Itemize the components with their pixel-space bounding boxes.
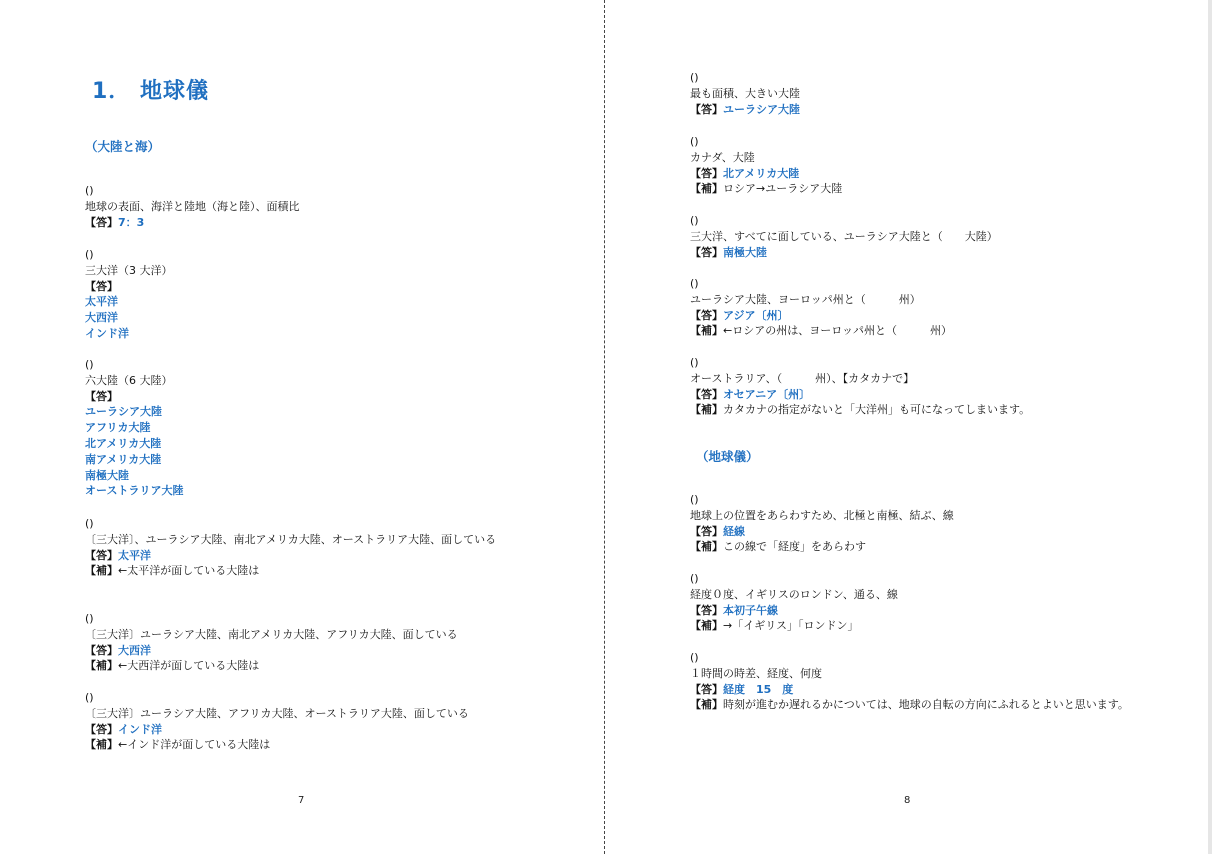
question-text: 六大陸（6 大陸） <box>85 373 173 387</box>
note-text: ロシア→ユーラシア大陸 <box>723 182 843 196</box>
chapter-title: 1． 地球儀 <box>92 79 209 104</box>
answer-label: 【答】 <box>690 308 723 322</box>
answer-text: 大西洋 <box>118 643 151 657</box>
answer-text: 経度 15 度 <box>723 682 794 696</box>
note-label: 【補】 <box>690 403 723 417</box>
note-label: 【補】 <box>690 698 723 712</box>
question-marker: () <box>85 517 94 530</box>
question-block <box>690 70 1130 117</box>
question-text: カナダ、大陸 <box>690 150 755 164</box>
answer-label: 【答】 <box>85 722 118 736</box>
answer-text: ユーラシア大陸 <box>85 405 162 419</box>
answer-text: 7：3 <box>118 215 145 229</box>
page-number: 7 <box>298 795 305 806</box>
note-text: →「イギリス」「ロンドン」 <box>723 619 859 633</box>
question-block <box>85 690 515 753</box>
answer-text: アジア〔州〕 <box>723 308 789 322</box>
question-text: 地球の表面、海洋と陸地（海と陸）、面積比 <box>85 199 300 213</box>
question-marker: () <box>690 214 699 227</box>
question-marker: () <box>690 651 699 664</box>
note-text: 時刻が進むか遅れるかについては、地球の自転の方向にふれるとよいと思います。 <box>723 698 1129 712</box>
answer-label: 【答】 <box>85 389 118 403</box>
question-marker: () <box>85 358 94 371</box>
answer-text: 北アメリカ大陸 <box>85 436 162 450</box>
question-text: 経度０度、イギリスのロンドン、通る、線 <box>690 587 898 601</box>
note-label: 【補】 <box>85 659 118 673</box>
question-text: 三大洋、すべてに面している、ユーラシア大陸と（ 大陸） <box>690 229 998 243</box>
question-marker: () <box>85 612 94 625</box>
question-block <box>690 355 1130 418</box>
answer-text: 太平洋 <box>118 548 151 562</box>
note-label: 【補】 <box>690 619 723 633</box>
question-text: 〔三大洋〕ユーラシア大陸、南北アメリカ大陸、アフリカ大陸、面している <box>85 627 458 641</box>
answer-text: 南極大陸 <box>85 468 129 482</box>
answer-text: 経線 <box>723 524 745 538</box>
answer-text: 南アメリカ大陸 <box>85 452 162 466</box>
note-label: 【補】 <box>690 324 723 338</box>
question-text: 〔三大洋〕、ユーラシア大陸、南北アメリカ大陸、オーストラリア大陸、面している <box>85 532 497 546</box>
page-number: 8 <box>904 795 911 806</box>
note-label: 【補】 <box>690 182 723 196</box>
note-text: ←ロシアの州は、ヨーロッパ州と（ 州） <box>723 324 952 338</box>
note-label: 【補】 <box>85 738 118 752</box>
answer-text: 南極大陸 <box>723 245 767 259</box>
answer-label: 【答】 <box>85 643 118 657</box>
left-page <box>0 0 604 854</box>
question-block <box>85 357 515 499</box>
question-text: 地球上の位置をあらわすため、北極と南極、結ぶ、線 <box>690 508 954 522</box>
answer-text: ユーラシア大陸 <box>723 102 800 116</box>
answer-text: インド洋 <box>85 326 129 340</box>
question-marker: () <box>690 71 699 84</box>
answer-label: 【答】 <box>85 215 118 229</box>
answer-text: 北アメリカ大陸 <box>723 166 800 180</box>
window-edge <box>1208 0 1212 854</box>
question-block <box>85 183 515 230</box>
question-block <box>690 213 1130 260</box>
question-text: オーストラリア、（ 州）、【カタカナで】 <box>690 371 915 385</box>
answer-text: 大西洋 <box>85 311 118 325</box>
question-block <box>690 276 1130 339</box>
question-marker: () <box>690 356 699 369</box>
page-divider <box>604 0 605 854</box>
note-text: ←インド洋が面している大陸は <box>118 738 271 752</box>
question-text: 〔三大洋〕ユーラシア大陸、アフリカ大陸、オーストラリア大陸、面している <box>85 706 469 720</box>
answer-label: 【答】 <box>690 102 723 116</box>
question-block <box>690 650 1130 713</box>
answer-label: 【答】 <box>690 603 723 617</box>
note-text: ←大西洋が面している大陸は <box>118 659 260 673</box>
question-marker: () <box>690 277 699 290</box>
question-text: 最も面積、大きい大陸 <box>690 86 800 100</box>
note-text: カタカナの指定がないと「大洋州」も可になってしまいます。 <box>723 403 1031 417</box>
note-text: ←太平洋が面している大陸は <box>118 564 260 578</box>
answer-text: オーストラリア大陸 <box>85 484 184 498</box>
answer-text: インド洋 <box>118 722 162 736</box>
section-title-continents: （大陸と海） <box>85 139 161 154</box>
question-block <box>690 492 1130 555</box>
answer-label: 【答】 <box>690 682 723 696</box>
question-text: ユーラシア大陸、ヨーロッパ州と（ 州） <box>690 292 921 306</box>
question-block <box>85 247 515 342</box>
answer-text: 太平洋 <box>85 295 118 309</box>
section-title-globe: （地球儀） <box>696 449 759 464</box>
question-marker: () <box>85 184 94 197</box>
answer-label: 【答】 <box>690 524 723 538</box>
note-label: 【補】 <box>690 540 723 554</box>
question-text: 三大洋（3 大洋） <box>85 263 173 277</box>
question-text: １時間の時差、経度、何度 <box>690 666 822 680</box>
answer-label: 【答】 <box>690 245 723 259</box>
question-marker: () <box>690 493 699 506</box>
right-page <box>606 0 1206 854</box>
answer-label: 【答】 <box>690 166 723 180</box>
question-block <box>85 611 515 674</box>
question-block <box>690 571 1130 634</box>
answer-label: 【答】 <box>690 387 723 401</box>
answer-label: 【答】 <box>85 279 118 293</box>
question-block <box>85 516 515 579</box>
note-text: この線で「経度」をあらわす <box>723 540 866 554</box>
question-marker: () <box>85 691 94 704</box>
note-label: 【補】 <box>85 564 118 578</box>
question-block <box>690 134 1130 197</box>
answer-text: オセアニア〔州〕 <box>723 387 811 401</box>
answer-text: 本初子午線 <box>723 603 778 617</box>
question-marker: () <box>690 135 699 148</box>
answer-label: 【答】 <box>85 548 118 562</box>
question-marker: () <box>690 572 699 585</box>
question-marker: () <box>85 248 94 261</box>
answer-text: アフリカ大陸 <box>85 421 151 435</box>
